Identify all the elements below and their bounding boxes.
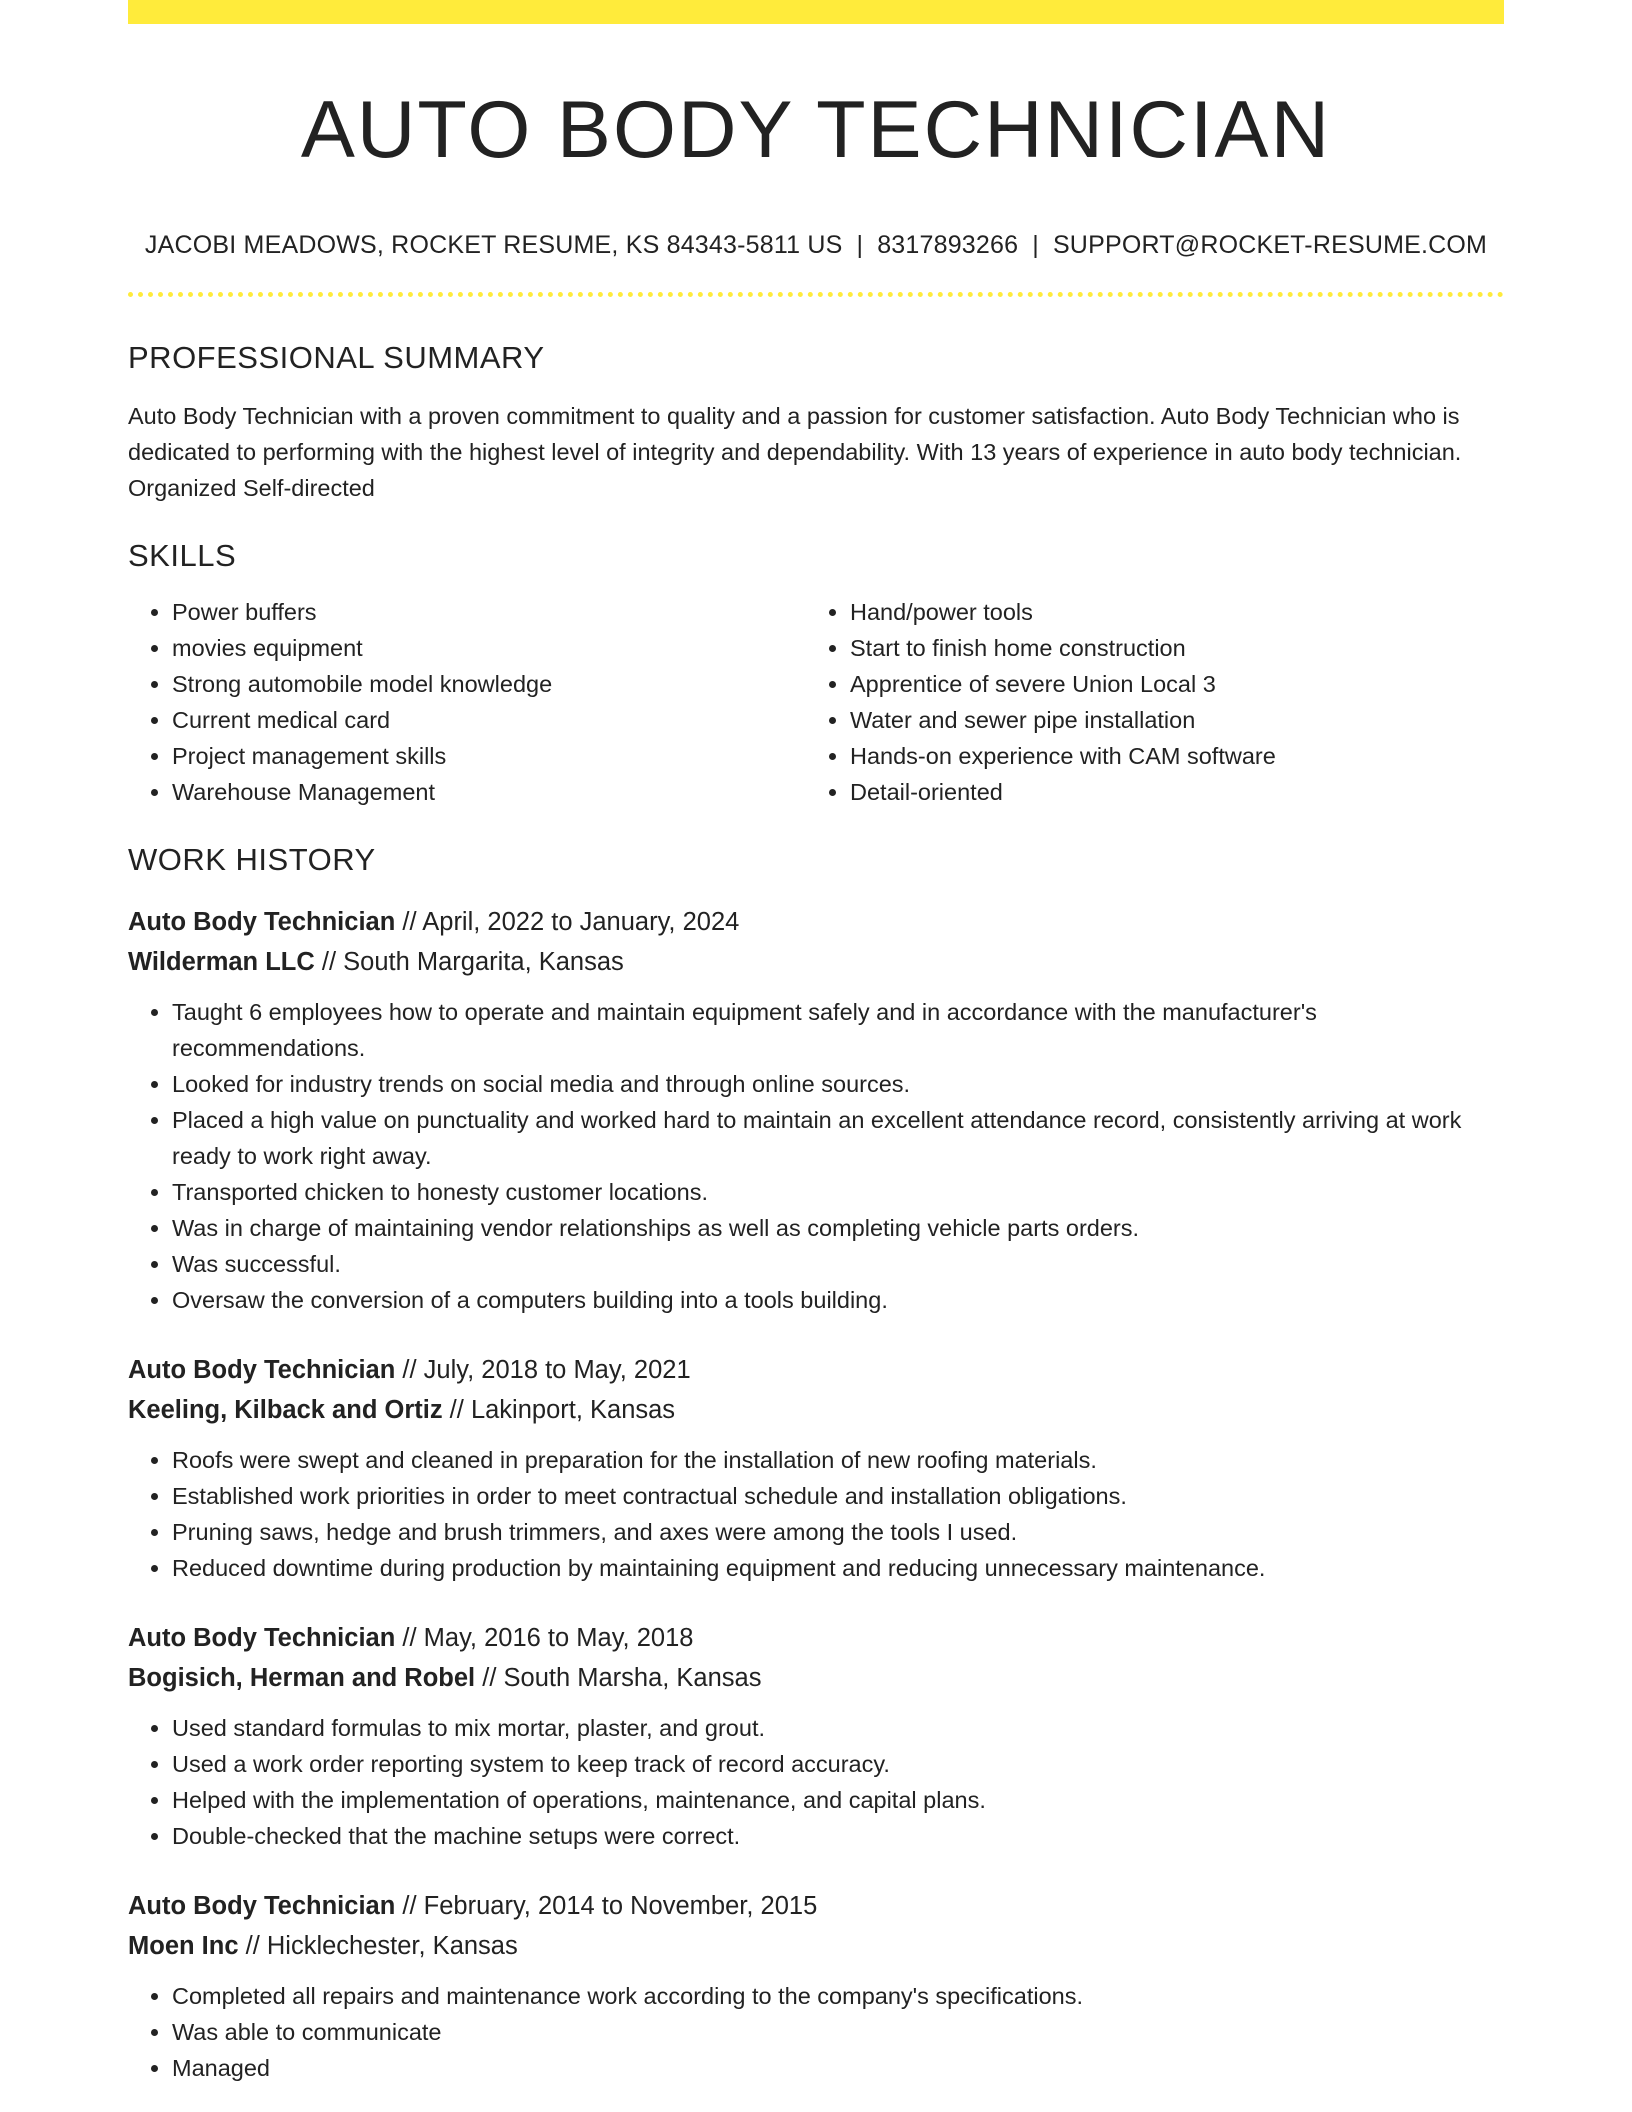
divider: // xyxy=(245,1932,260,1960)
job-role: Auto Body Technician xyxy=(128,1892,396,1920)
skills-list-right xyxy=(806,594,1484,810)
job-duty: • Was successful. xyxy=(172,1246,1504,1282)
job-duty: • Completed all repairs and maintenance work according to the company's specifications. xyxy=(172,1978,1504,2014)
job-duty: • Helped with the implementation of operations, maintenance, and capital plans. xyxy=(172,1782,1504,1818)
divider: // xyxy=(482,1664,497,1692)
divider: // xyxy=(402,1624,417,1652)
summary-text: Auto Body Technician with a proven commitment to quality and a passion for customer satisfaction. Auto Body Technician who is dedicated to performing with the highest level of integrity and dependability. With 13 years of experience in auto body technician. Organized Self-directed xyxy=(128,403,1462,501)
accent-top-bar xyxy=(128,0,1504,24)
job-company: Keeling, Kilback and Ortiz xyxy=(128,1396,443,1424)
skills-column-right xyxy=(806,594,1484,810)
contact-separator: | xyxy=(856,231,864,259)
contact-email[interactable]: SUPPORT@ROCKET-RESUME.COM xyxy=(1052,231,1488,259)
skill-item: • Detail-oriented xyxy=(850,774,1484,810)
job-duties-list xyxy=(128,1710,1504,1854)
job-duty: • Was able to communicate xyxy=(172,2014,1504,2050)
skill-item: • Apprentice of severe Union Local 3 xyxy=(850,666,1484,702)
job-title-line xyxy=(128,902,1504,942)
skill-item: • Current medical card xyxy=(172,702,806,738)
job-title-line xyxy=(128,1350,1504,1390)
job-duties-list xyxy=(128,994,1504,1318)
job-duty: • Roofs were swept and cleaned in preparation for the installation of new roofing materials. xyxy=(172,1442,1504,1478)
job-duty: • Transported chicken to honesty customer locations. xyxy=(172,1174,1504,1210)
skill-item: • Start to finish home construction xyxy=(850,630,1484,666)
job-role: Auto Body Technician xyxy=(128,1624,396,1652)
job-duty: • Looked for industry trends on social media and through online sources. xyxy=(172,1066,1504,1102)
skills-column-left xyxy=(128,594,806,810)
contact-address: JACOBI MEADOWS, ROCKET RESUME, KS 84343-5811 US xyxy=(144,231,843,259)
job-company-line xyxy=(128,942,1504,982)
skill-item: • Warehouse Management xyxy=(172,774,806,810)
job-dates: February, 2014 to November, 2015 xyxy=(423,1892,818,1920)
divider: // xyxy=(402,1356,417,1384)
skills-list-left xyxy=(128,594,806,810)
divider: // xyxy=(402,1892,417,1920)
job-role: Auto Body Technician xyxy=(128,1356,396,1384)
summary-heading: PROFESSIONAL SUMMARY xyxy=(128,340,545,375)
skill-item: • movies equipment xyxy=(172,630,806,666)
job-title-line xyxy=(128,1886,1504,1926)
skill-item: • Hand/power tools xyxy=(850,594,1484,630)
job-title-line xyxy=(128,1618,1504,1658)
job-entry xyxy=(128,902,1504,1318)
job-dates: July, 2018 to May, 2021 xyxy=(423,1356,691,1384)
skill-item: • Water and sewer pipe installation xyxy=(850,702,1484,738)
skill-item: • Power buffers xyxy=(172,594,806,630)
job-entry xyxy=(128,1618,1504,1854)
skills-columns xyxy=(128,594,1504,810)
job-duty: • Managed xyxy=(172,2050,1504,2086)
skill-item: • Hands-on experience with CAM software xyxy=(850,738,1484,774)
job-duty: • Oversaw the conversion of a computers building into a tools building. xyxy=(172,1282,1504,1318)
job-company: Moen Inc xyxy=(128,1932,239,1960)
job-company-line xyxy=(128,1658,1504,1698)
job-duty: • Used a work order reporting system to keep track of record accuracy. xyxy=(172,1746,1504,1782)
skill-item: • Project management skills xyxy=(172,738,806,774)
job-location: Lakinport, Kansas xyxy=(470,1396,676,1424)
job-entry xyxy=(128,1886,1504,2086)
resume-page xyxy=(128,0,1504,2112)
job-entry xyxy=(128,1350,1504,1586)
job-duty: • Pruning saws, hedge and brush trimmers, and axes were among the tools I used. xyxy=(172,1514,1504,1550)
dotted-divider xyxy=(128,292,1504,297)
job-company: Bogisich, Herman and Robel xyxy=(128,1664,476,1692)
work-history-heading: WORK HISTORY xyxy=(128,842,376,877)
contact-separator: | xyxy=(1032,231,1039,259)
divider: // xyxy=(402,908,417,936)
job-location: South Margarita, Kansas xyxy=(343,948,624,976)
job-duty: • Double-checked that the machine setups were correct. xyxy=(172,1818,1504,1854)
job-role: Auto Body Technician xyxy=(128,908,396,936)
job-duty: • Established work priorities in order to meet contractual schedule and installation obligations. xyxy=(172,1478,1504,1514)
skill-item: • Strong automobile model knowledge xyxy=(172,666,806,702)
job-duty: • Was in charge of maintaining vendor relationships as well as completing vehicle parts orders. xyxy=(172,1210,1504,1246)
job-duties-list xyxy=(128,1978,1504,2086)
job-duty: • Placed a high value on punctuality and worked hard to maintain an excellent attendance record, consistently arriving at work ready to work right away. xyxy=(172,1102,1504,1174)
job-dates: May, 2016 to May, 2018 xyxy=(423,1624,694,1652)
job-company-line xyxy=(128,1926,1504,1966)
contact-line xyxy=(128,228,1504,262)
job-dates: April, 2022 to January, 2024 xyxy=(422,908,740,936)
job-duty: • Reduced downtime during production by maintaining equipment and reducing unnecessary maintenance. xyxy=(172,1550,1504,1586)
job-duties-list xyxy=(128,1442,1504,1586)
job-duty: • Used standard formulas to mix mortar, plaster, and grout. xyxy=(172,1710,1504,1746)
job-location: South Marsha, Kansas xyxy=(503,1664,762,1692)
job-company: Wilderman LLC xyxy=(128,948,315,976)
divider: // xyxy=(321,948,337,976)
divider: // xyxy=(449,1396,464,1424)
job-company-line xyxy=(128,1390,1504,1430)
job-location: Hicklechester, Kansas xyxy=(266,1932,518,1960)
skills-heading: SKILLS xyxy=(128,538,237,573)
resume-title: AUTO BODY TECHNICIAN xyxy=(300,85,1332,175)
contact-phone[interactable]: 8317893266 xyxy=(877,231,1019,259)
job-duty: • Taught 6 employees how to operate and maintain equipment safely and in accordance with the manufacturer's recommendations. xyxy=(172,994,1504,1066)
